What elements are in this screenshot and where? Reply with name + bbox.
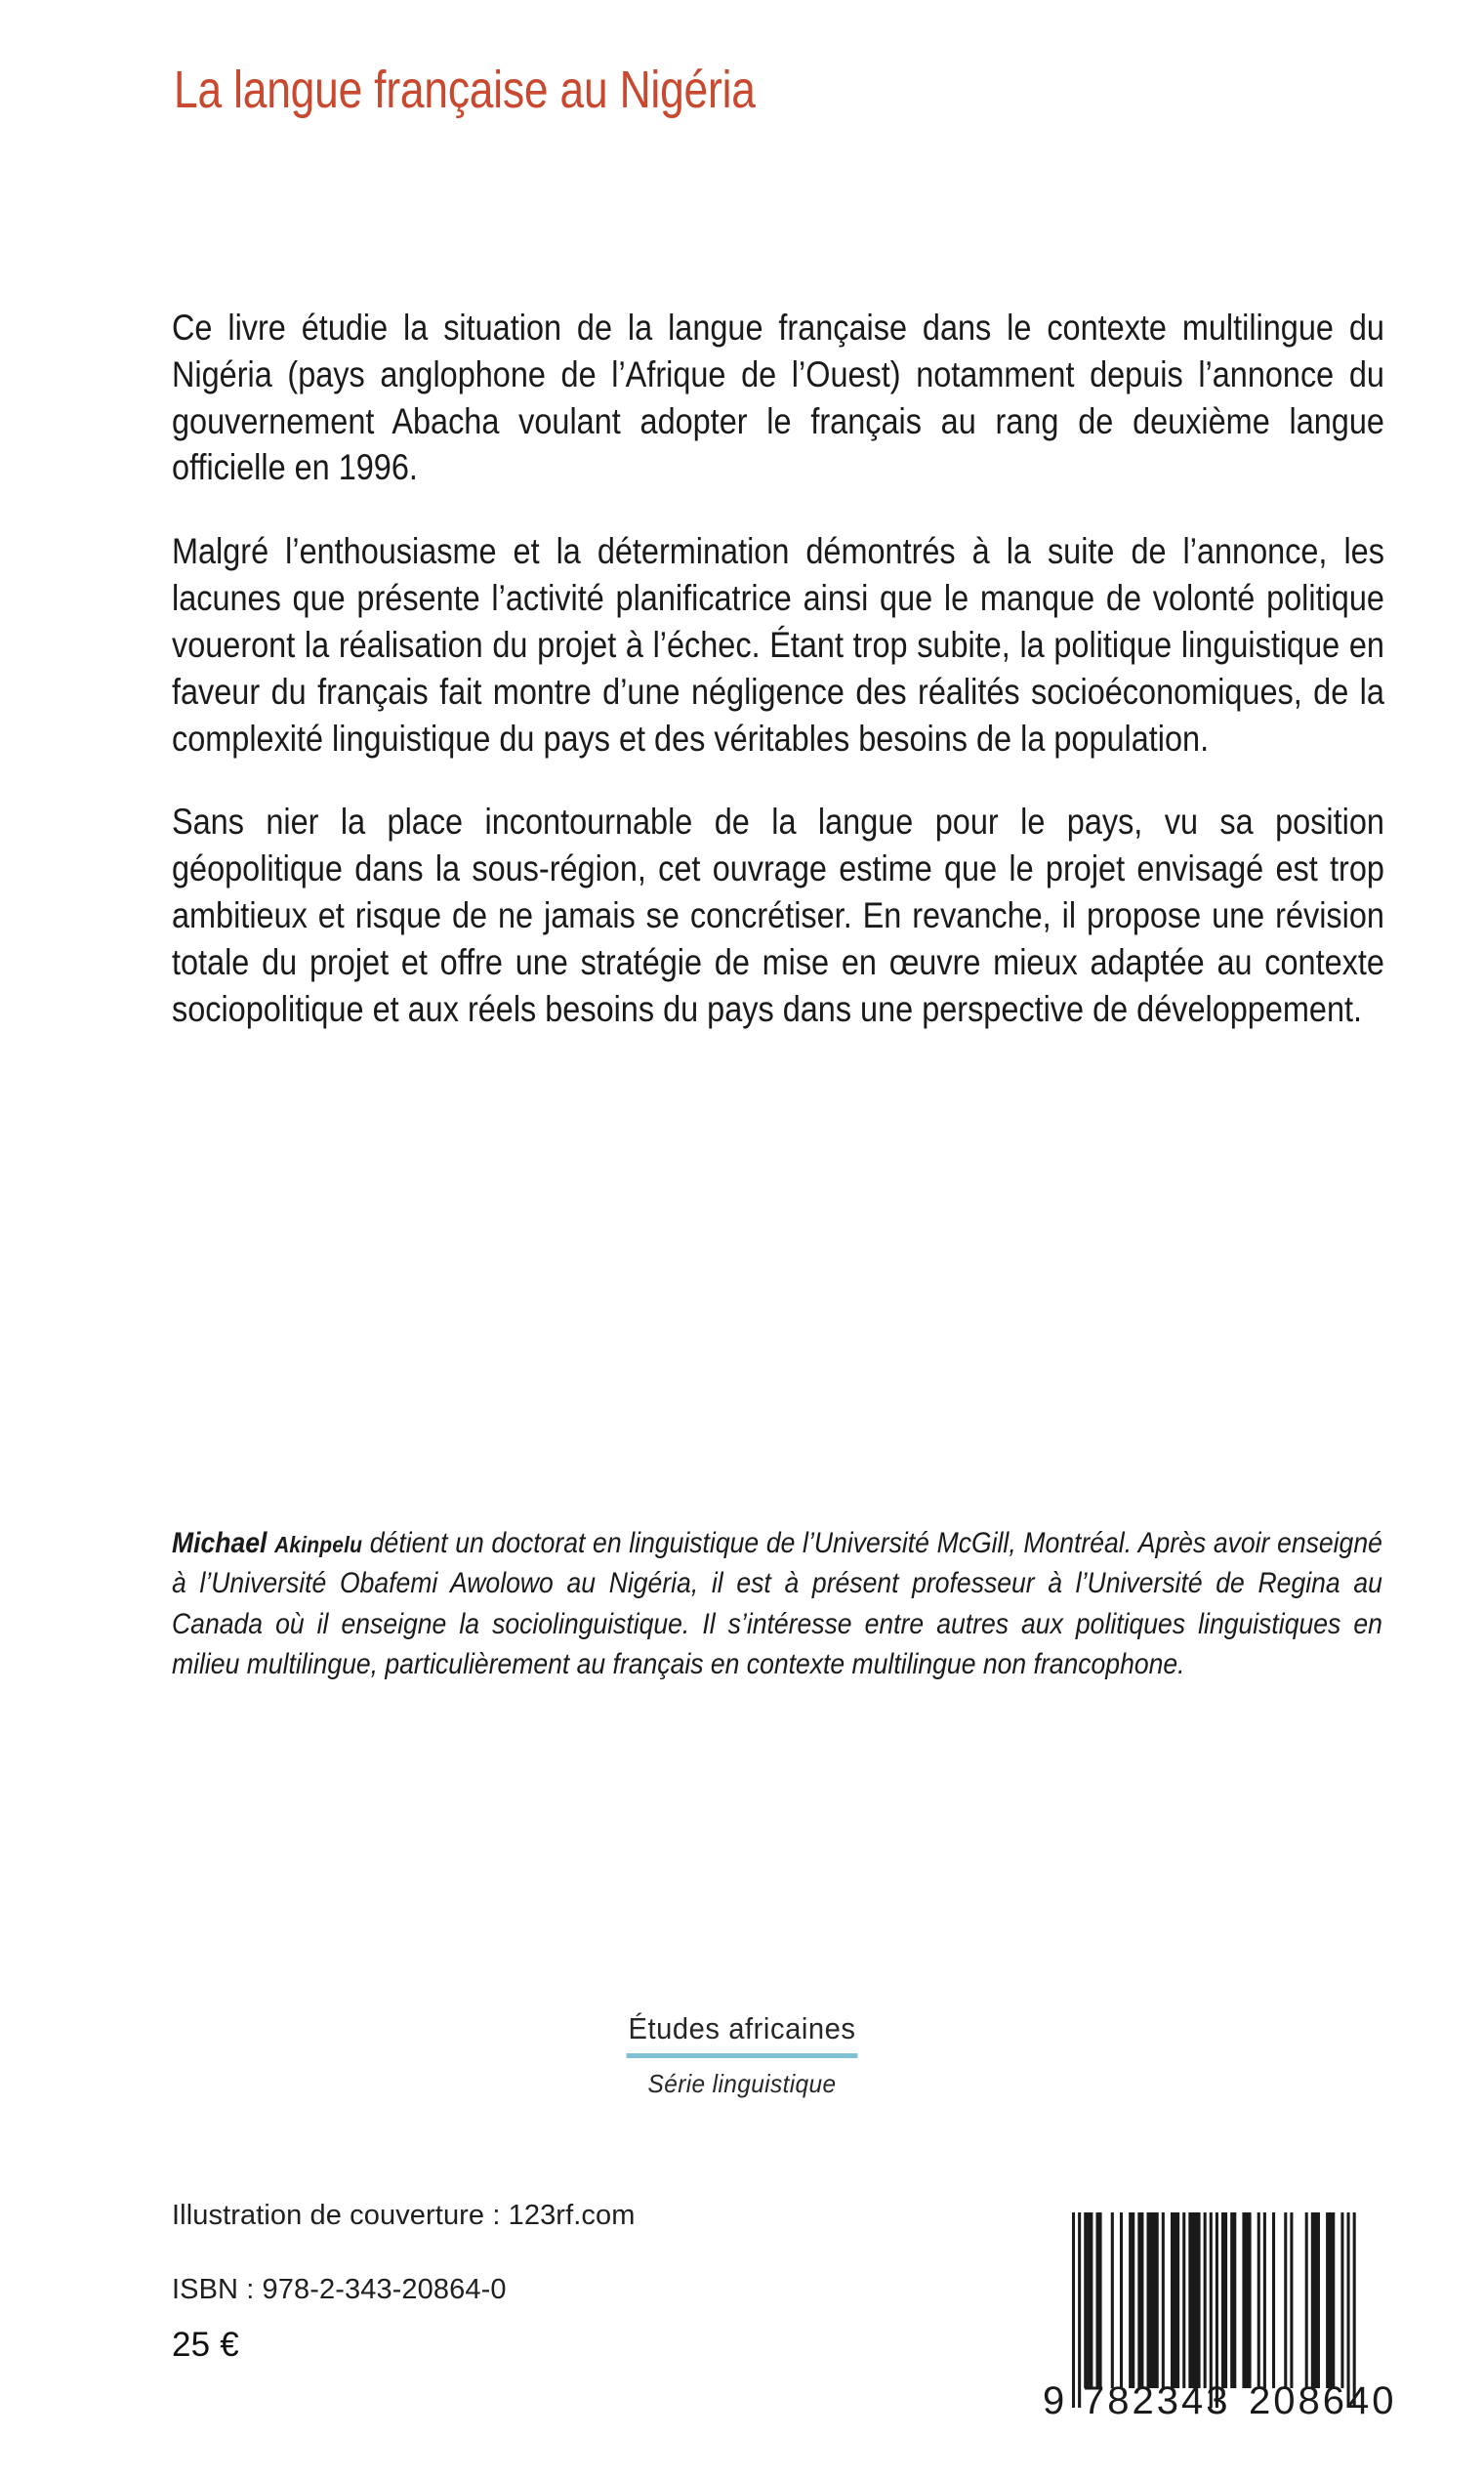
- collection-name: Études africaines: [627, 2011, 858, 2058]
- barcode-right-group: 208640: [1249, 2379, 1397, 2422]
- author-first-name: Michael: [172, 1527, 268, 1559]
- author-name-space: [267, 1527, 274, 1559]
- barcode-svg: [1037, 2205, 1416, 2425]
- collection-series: Série linguistique: [647, 2069, 837, 2098]
- author-bio-text: détient un doctorat en linguistique de l’Université McGill, Montréal. Après avoir enseigné à l’Université Obafemi Awolowo au Nigéria, il est à présent professeur à l’Université de Regina au Canada où il enseigne la sociolinguistique. Il s’intéresse entre autres aux politiques linguistiques en milieu multilingue, particulièrement au français en contexte multilingue non francophone.: [172, 1527, 1382, 1680]
- footer-left-block: [172, 2200, 855, 2365]
- author-bio-paragraph: [172, 1523, 1382, 1684]
- barcode-lead-digit: 9: [1043, 2379, 1065, 2422]
- blurb-paragraph-2: Malgré l’enthousiasme et la détermination démontrés à la suite de l’annonce, les lacunes que présente l’activité planificatrice ainsi que le manque de volonté politique voueront la réalisation du projet à l’échec. Étant trop subite, la politique linguistique en faveur du français fait montre d’une négligence des réalités socioéconomiques, de la complexité linguistique du pays et des véritables besoins de la population.: [172, 530, 1384, 759]
- isbn-barcode: [1037, 2205, 1416, 2425]
- illustration-credit: Illustration de couverture : 123rf.com: [172, 2200, 636, 2231]
- blurb-paragraph-1: Ce livre étudie la situation de la langue française dans le contexte multilingue du Nigéria (pays anglophone de l’Afrique de l’Ouest) notamment depuis l’annonce du gouvernement Abacha voulant adopter le français au rang de deuxième langue officielle en 1996.: [172, 307, 1384, 488]
- page-title: La langue française au Nigéria: [174, 61, 756, 119]
- isbn-text: ISBN : 978-2-343-20864-0: [172, 2274, 507, 2305]
- price-text: 25 €: [172, 2326, 239, 2364]
- author-surname: Akinpelu: [274, 1532, 363, 1557]
- barcode-left-group: 782343: [1083, 2379, 1231, 2422]
- blurb-text-block: [172, 305, 1384, 1032]
- blurb-paragraph-3: Sans nier la place incontournable de la langue pour le pays, vu sa position géopolitique dans la sous-région, cet ouvrage estime que le projet envisagé est trop ambitieux et risque de ne jamais se concrétiser. En revanche, il propose une révision totale du projet et offre une stratégie de mise en œuvre mieux adaptée au contexte sociopolitique et aux réels besoins du pays dans une perspective de développement.: [172, 801, 1384, 1029]
- author-bio-block: [172, 1523, 1382, 1684]
- collection-block: [0, 2011, 1484, 2099]
